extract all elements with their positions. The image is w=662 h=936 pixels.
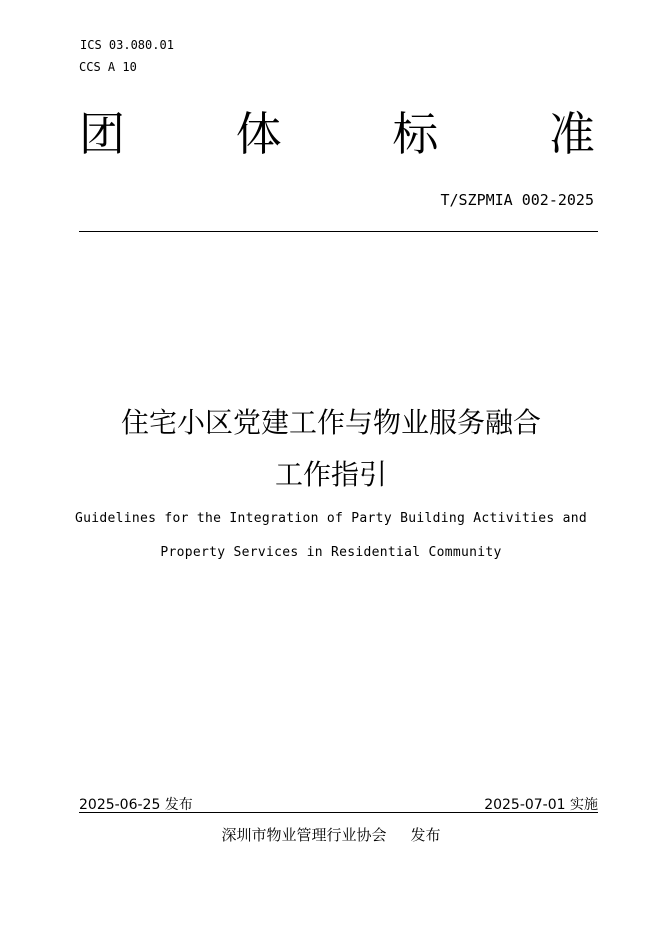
document-type-char: 标	[392, 107, 439, 161]
chinese-title-line-2: 工作指引	[274, 458, 387, 491]
top-divider	[79, 231, 598, 232]
document-type-char: 团	[79, 107, 125, 161]
ccs-code: CCS A 10	[79, 60, 137, 74]
document-type-char: 准	[548, 107, 595, 161]
english-title-line-2: Property Services in Residential Community	[160, 545, 502, 560]
issue-action: 发布	[410, 826, 441, 844]
ics-code: ICS 03.080.01	[80, 38, 174, 52]
issuing-organization: 深圳市物业管理行业协会	[221, 826, 387, 844]
document-type-char: 体	[235, 107, 282, 161]
issuer-line	[0, 825, 662, 845]
english-title-line-1: Guidelines for the Integration of Party Building Activities and	[75, 511, 587, 526]
chinese-title-line-1: 住宅小区党建工作与物业服务融合	[120, 406, 541, 439]
document-type-heading	[79, 104, 595, 164]
standard-number: T/SZPMIA 002-2025	[440, 191, 594, 209]
bottom-divider	[79, 812, 598, 813]
publish-date: 2025-06-25 发布	[79, 797, 193, 813]
implementation-date: 2025-07-01 实施	[484, 797, 598, 813]
